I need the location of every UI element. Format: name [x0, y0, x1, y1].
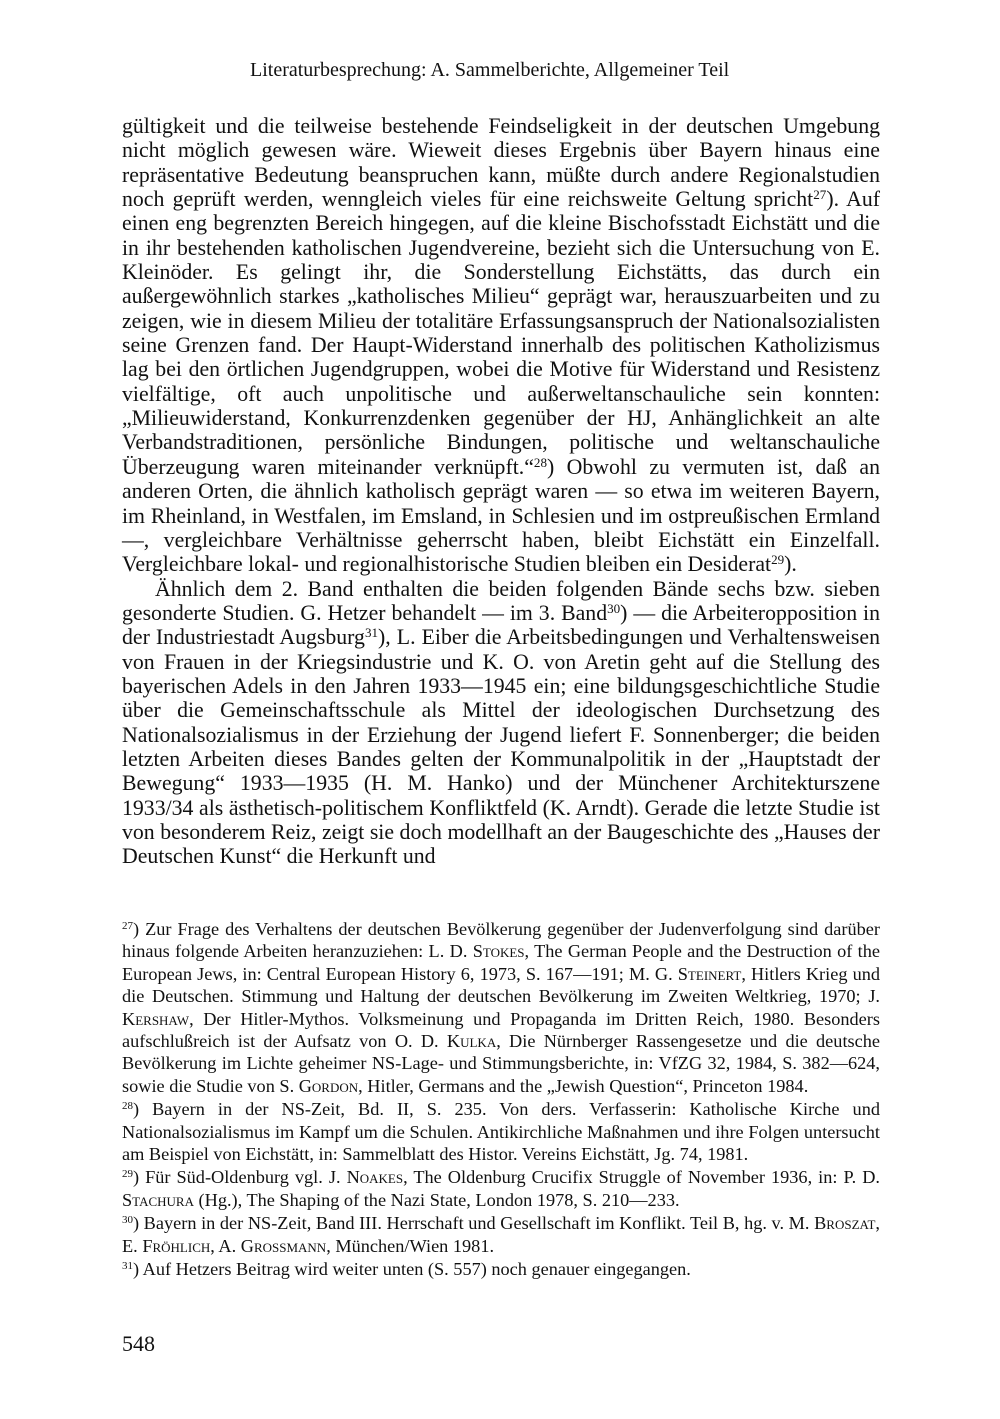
author-name: Noakes [346, 1167, 404, 1188]
author-name: Kershaw [122, 1008, 190, 1029]
footnote: $^{30}$) Bayern in der NS-Zeit, Band III. Herrschaft und Gesellschaft im Konflikt. Teil B, hg. v. M. Broszat, E. Fröhlich, A. Grossmann, München/Wien 1981. [122, 1213, 880, 1256]
footnote-text: Auf Hetzers Beitrag wird weiter unten (S. 557) noch genauer eingegangen. [142, 1259, 691, 1280]
main-text [122, 114, 880, 869]
page-number: 548 [122, 1331, 155, 1356]
author-name: Broszat [814, 1213, 876, 1234]
footnote-number: 28 [122, 1100, 133, 1113]
author-name: Steinert [677, 963, 742, 984]
footnote-reference: 28 [533, 454, 547, 470]
footnote-reference: 29 [771, 552, 785, 567]
body-paragraph: gültigkeit und die teilweise bestehende Feindseligkeit in der deutschen Umgebung nicht möglich gewesen wäre. Wieweit dieses Ergebnis über Bayern hinaus eine repräsentative Bedeutung beanspruchen kann, müßte durch andere Regionalstudien noch geprüft werden, wenngleich vieles für eine reichsweite Geltung spricht$^{27}$). Auf einen eng begrenzten Bereich hingegen, auf die kleine Bischofsstadt Eichstätt und die in ihr bestehenden katholischen Jugendvereine, bezieht sich die Untersuchung von E. Kleinöder. Es gelingt ihr, die Sonderstellung Eichstätts, das durch ein außergewöhnlich starkes „katholisches Milieu“ geprägt war, herauszuarbeiten und zu zeigen, wie in diesem Milieu der totalitäre Erfassungsanspruch der Nationalsozialisten seine Grenzen fand. Der Haupt-Widerstand innerhalb des politischen Katholizismus lag bei den örtlichen Jugendgruppen, wobei die Motive für Widerstand und Resistenz vielfältige, oft auch unpolitische und außerweltanschauliche sein konnten: „Milieuwiderstand, Konkurrenzdenken gegenüber der HJ, Anhänglichkeit an alte Verbandstraditionen, persönliche Bindungen, politische und weltanschauliche Überzeugung waren miteinander verknüpft.“$^{28}$) Obwohl zu vermuten ist, daß an anderen Orten, die ähnlich katholisch geprägt waren — so etwa im weiteren Bayern, im Rheinland, in Westfalen, im Emsland, in Schlesien und im ostpreußischen Ermland —, vergleichbare Verhältnisse geherrscht haben, bleibt Eichstätt ein Einzelfall. Vergleichbare lokal- und regionalhistorische Studien bleiben ein Desiderat$^{29}$). [122, 114, 880, 577]
footnote-number: 31 [122, 1260, 133, 1273]
author-name: Grossmann [240, 1235, 327, 1256]
footnote-reference: 31 [364, 625, 379, 641]
footnote: $^{28}$) Bayern in der NS-Zeit, Bd. II, S. 235. Von ders. Verfasserin: Katholische Kirche und Nationalsozialismus im Kampf um die Schulen. Antikirchliche Maßnahmen und ihre Folgen untersucht am Beispiel von Eichstätt, in: Sammelblatt des Histor. Vereins Eichstätt, Jg. 74, 1981. [122, 1099, 880, 1165]
footnote-text: Für Süd-Oldenburg vgl. J. Noakes, The Oldenburg Crucifix Struggle of November 1936, in: P. D. Stachura (Hg.), The Shaping of the Nazi State, London 1978, S. 210—233. [122, 1167, 880, 1210]
footnote-reference: 27 [813, 186, 827, 202]
footnote: $^{31}$) Auf Hetzers Beitrag wird weiter unten (S. 557) noch genauer eingegangen. [122, 1259, 691, 1280]
running-header [250, 56, 760, 84]
footnote-text: Bayern in der NS-Zeit, Band III. Herrschaft und Gesellschaft im Konflikt. Teil B, hg. v. M. Broszat, E. Fröhlich, A. Grossmann, München/Wien 1981. [122, 1213, 880, 1256]
author-name: Stachura [122, 1189, 194, 1210]
footnote-text: Bayern in der NS-Zeit, Bd. II, S. 235. Von ders. Verfasserin: Katholische Kirche und Nationalsozialismus im Kampf um die Schulen. Antikirchliche Maßnahmen und ihre Folgen untersucht am Beispiel von Eichstätt, in: Sammelblatt des Histor. Vereins Eichstätt, Jg. 74, 1981. [122, 1099, 880, 1165]
author-name: Stokes [472, 941, 525, 962]
running-title: Literaturbesprechung: A. Sammelberichte, Allgemeiner Teil [250, 59, 730, 81]
body-paragraph: Ähnlich dem 2. Band enthalten die beiden folgenden Bände sechs bzw. sieben gesonderte Studien. G. Hetzer behandelt — im 3. Band$^{30}$) — die Arbeiteropposition in der Industriestadt Augsburg$^{31}$), L. Eiber die Arbeitsbedingungen und Verhaltensweisen von Frauen in der Kriegsindustrie und K. O. von Aretin geht auf die Stellung des bayerischen Adels in den Jahren 1933—1945 ein; eine bildungsgeschichtliche Studie über die Gemeinschaftsschule als Mittel der ideologischen Durchsetzung des Nationalsozialismus in der Erziehung der Jugend liefert F. Sonnenberger; die beiden letzten Arbeiten dieses Bandes gelten der Kommunalpolitik in der „Hauptstadt der Bewegung“ 1933—1935 (H. M. Hanko) und der Münchener Architekturszene 1933/34 als ästhetisch-politischem Konfliktfeld (K. Arndt). Gerade die letzte Studie ist von besonderem Reiz, zeigt sie doch modellhaft an der Baugeschichte des „Hauses der Deutschen Kunst“ die Herkunft und [122, 576, 880, 869]
footnote-text: Zur Frage des Verhaltens der deutschen Bevölkerung gegenüber der Judenverfolgung sind darüber hinaus folgende Arbeiten heranzuziehen: L. D. Stokes, The German People and the Destruction of the European Jews, in: Central European History 6, 1973, S. 167—191; M. G. Steinert, Hitlers Krieg und die Deutschen. Stimmung und Haltung der deutschen Bevölkerung im Zweiten Weltkrieg, 1970; J. Kershaw, Der Hitler-Mythos. Volksmeinung und Propaganda im Dritten Reich, 1980. Besonders aufschlußreich ist der Aufsatz von O. D. Kulka, Die Nürnberger Rassengesetze und die deutsche Bevölkerung im Lichte geheimer NS-Lage- und Stimmungsberichte, in: VfZG 32, 1984, S. 382—624, sowie die Studie von S. Gordon, Hitler, Germans and the „Jewish Question“, Princeton 1984. [122, 919, 881, 1096]
footnote-number: 30 [122, 1214, 133, 1227]
footnote-number: 29 [122, 1168, 133, 1181]
author-name: Gordon [298, 1075, 359, 1096]
footnotes [122, 918, 880, 1282]
author-name: Kulka [446, 1031, 497, 1052]
footnote-reference: 30 [607, 600, 621, 616]
footnote-number: 27 [122, 919, 133, 932]
footnote: $^{29}$) Für Süd-Oldenburg vgl. J. Noakes, The Oldenburg Crucifix Struggle of November 1936, in: P. D. Stachura (Hg.), The Shaping of the Nazi State, London 1978, S. 210—233. [122, 1167, 880, 1210]
footnote: $^{27}$) Zur Frage des Verhaltens der deutschen Bevölkerung gegenüber der Judenverfolgung sind darüber hinaus folgende Arbeiten heranzuziehen: L. D. Stokes, The German People and the Destruction of the European Jews, in: Central European History 6, 1973, S. 167—191; M. G. Steinert, Hitlers Krieg und die Deutschen. Stimmung und Haltung der deutschen Bevölkerung im Zweiten Weltkrieg, 1970; J. Kershaw, Der Hitler-Mythos. Volksmeinung und Propaganda im Dritten Reich, 1980. Besonders aufschlußreich ist der Aufsatz von O. D. Kulka, Die Nürnberger Rassengesetze und die deutsche Bevölkerung im Lichte geheimer NS-Lage- und Stimmungsberichte, in: VfZG 32, 1984, S. 382—624, sowie die Studie von S. Gordon, Hitler, Germans and the „Jewish Question“, Princeton 1984. [122, 919, 881, 1096]
author-name: Fröhlich [142, 1235, 211, 1256]
